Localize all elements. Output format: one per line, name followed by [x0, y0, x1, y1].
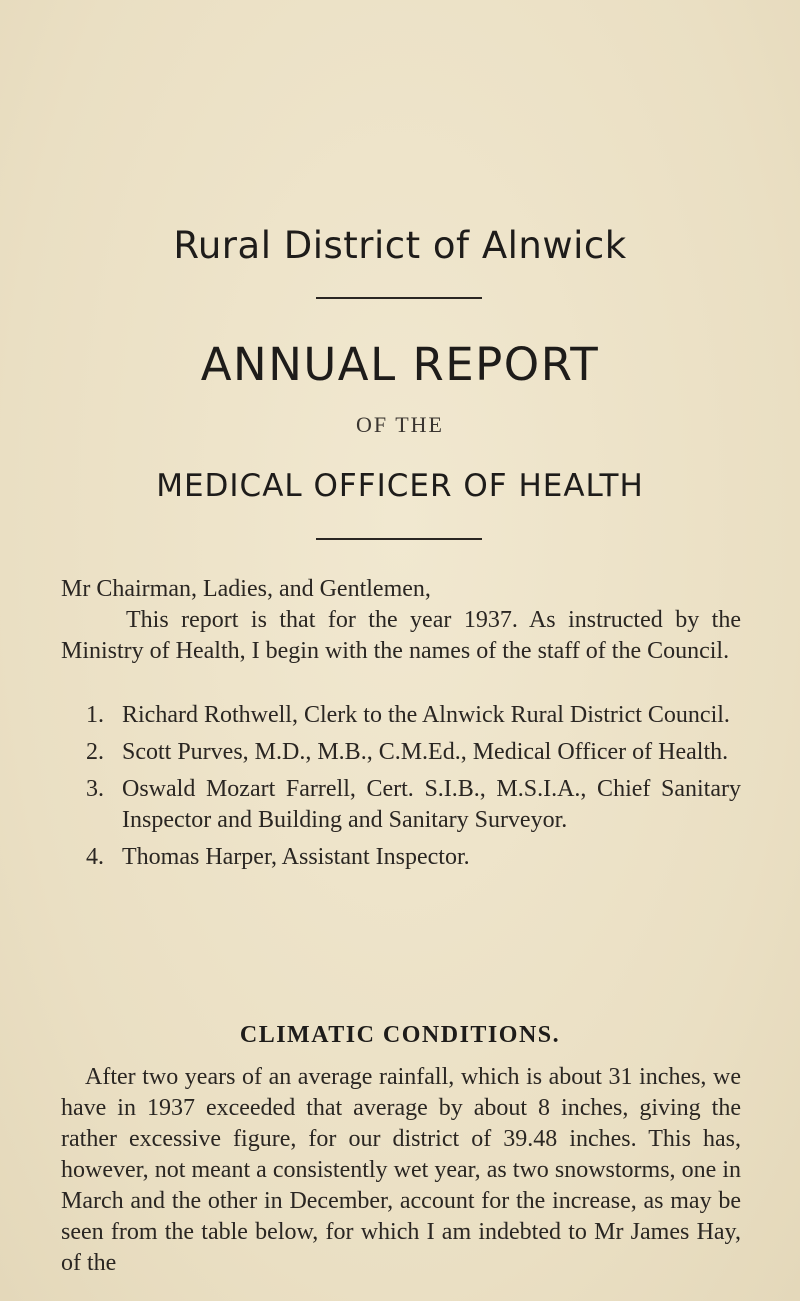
of-the-label: OF THE — [356, 412, 444, 437]
list-item-text: Thomas Harper, Assistant Inspector. — [122, 844, 470, 870]
intro-paragraph: This report is that for the year 1937. As instructed by the Ministry of Health, I begin with the names of the staff of the Council. — [61, 607, 741, 664]
salutation: Mr Chairman, Ladies, and Gentlemen, — [61, 576, 431, 602]
divider-bottom — [316, 538, 482, 540]
list-item-number: 1. — [86, 702, 104, 728]
list-item-text: Oswald Mozart Farrell, Cert. S.I.B., M.S.I.A., Chief Sanitary Inspector and Building and Sanitary Surveyor. — [122, 776, 741, 833]
list-item-number: 3. — [86, 776, 104, 802]
list-item-number: 2. — [86, 739, 104, 765]
office-title: MEDICAL OFFICER OF HEALTH — [156, 468, 644, 504]
staff-list — [61, 700, 741, 879]
list-item — [61, 700, 741, 731]
list-item — [61, 842, 741, 873]
report-title: ANNUAL REPORT — [200, 338, 600, 391]
divider-top — [316, 297, 482, 299]
list-item — [61, 774, 741, 836]
list-item-number: 4. — [86, 844, 104, 870]
climatic-paragraph: After two years of an average rainfall, which is about 31 inches, we have in 1937 exceeded that average by about 8 inches, giving the rather excessive figure, for our district of 39.48 inches. This has, however, not meant a consistently wet year, as two snowstorms, one in March and the other in December, account for the increase, as may be seen from the table below, for which I am indebted to Mr James Hay, of the — [61, 1064, 741, 1276]
council-title: Rural District of Alnwick — [173, 224, 627, 267]
section-heading-climatic: CLIMATIC CONDITIONS. — [239, 1022, 561, 1048]
list-item-text: Scott Purves, M.D., M.B., C.M.Ed., Medical Officer of Health. — [122, 739, 729, 765]
list-item-text: Richard Rothwell, Clerk to the Alnwick Rural District Council. — [122, 702, 730, 728]
list-item — [61, 737, 741, 768]
